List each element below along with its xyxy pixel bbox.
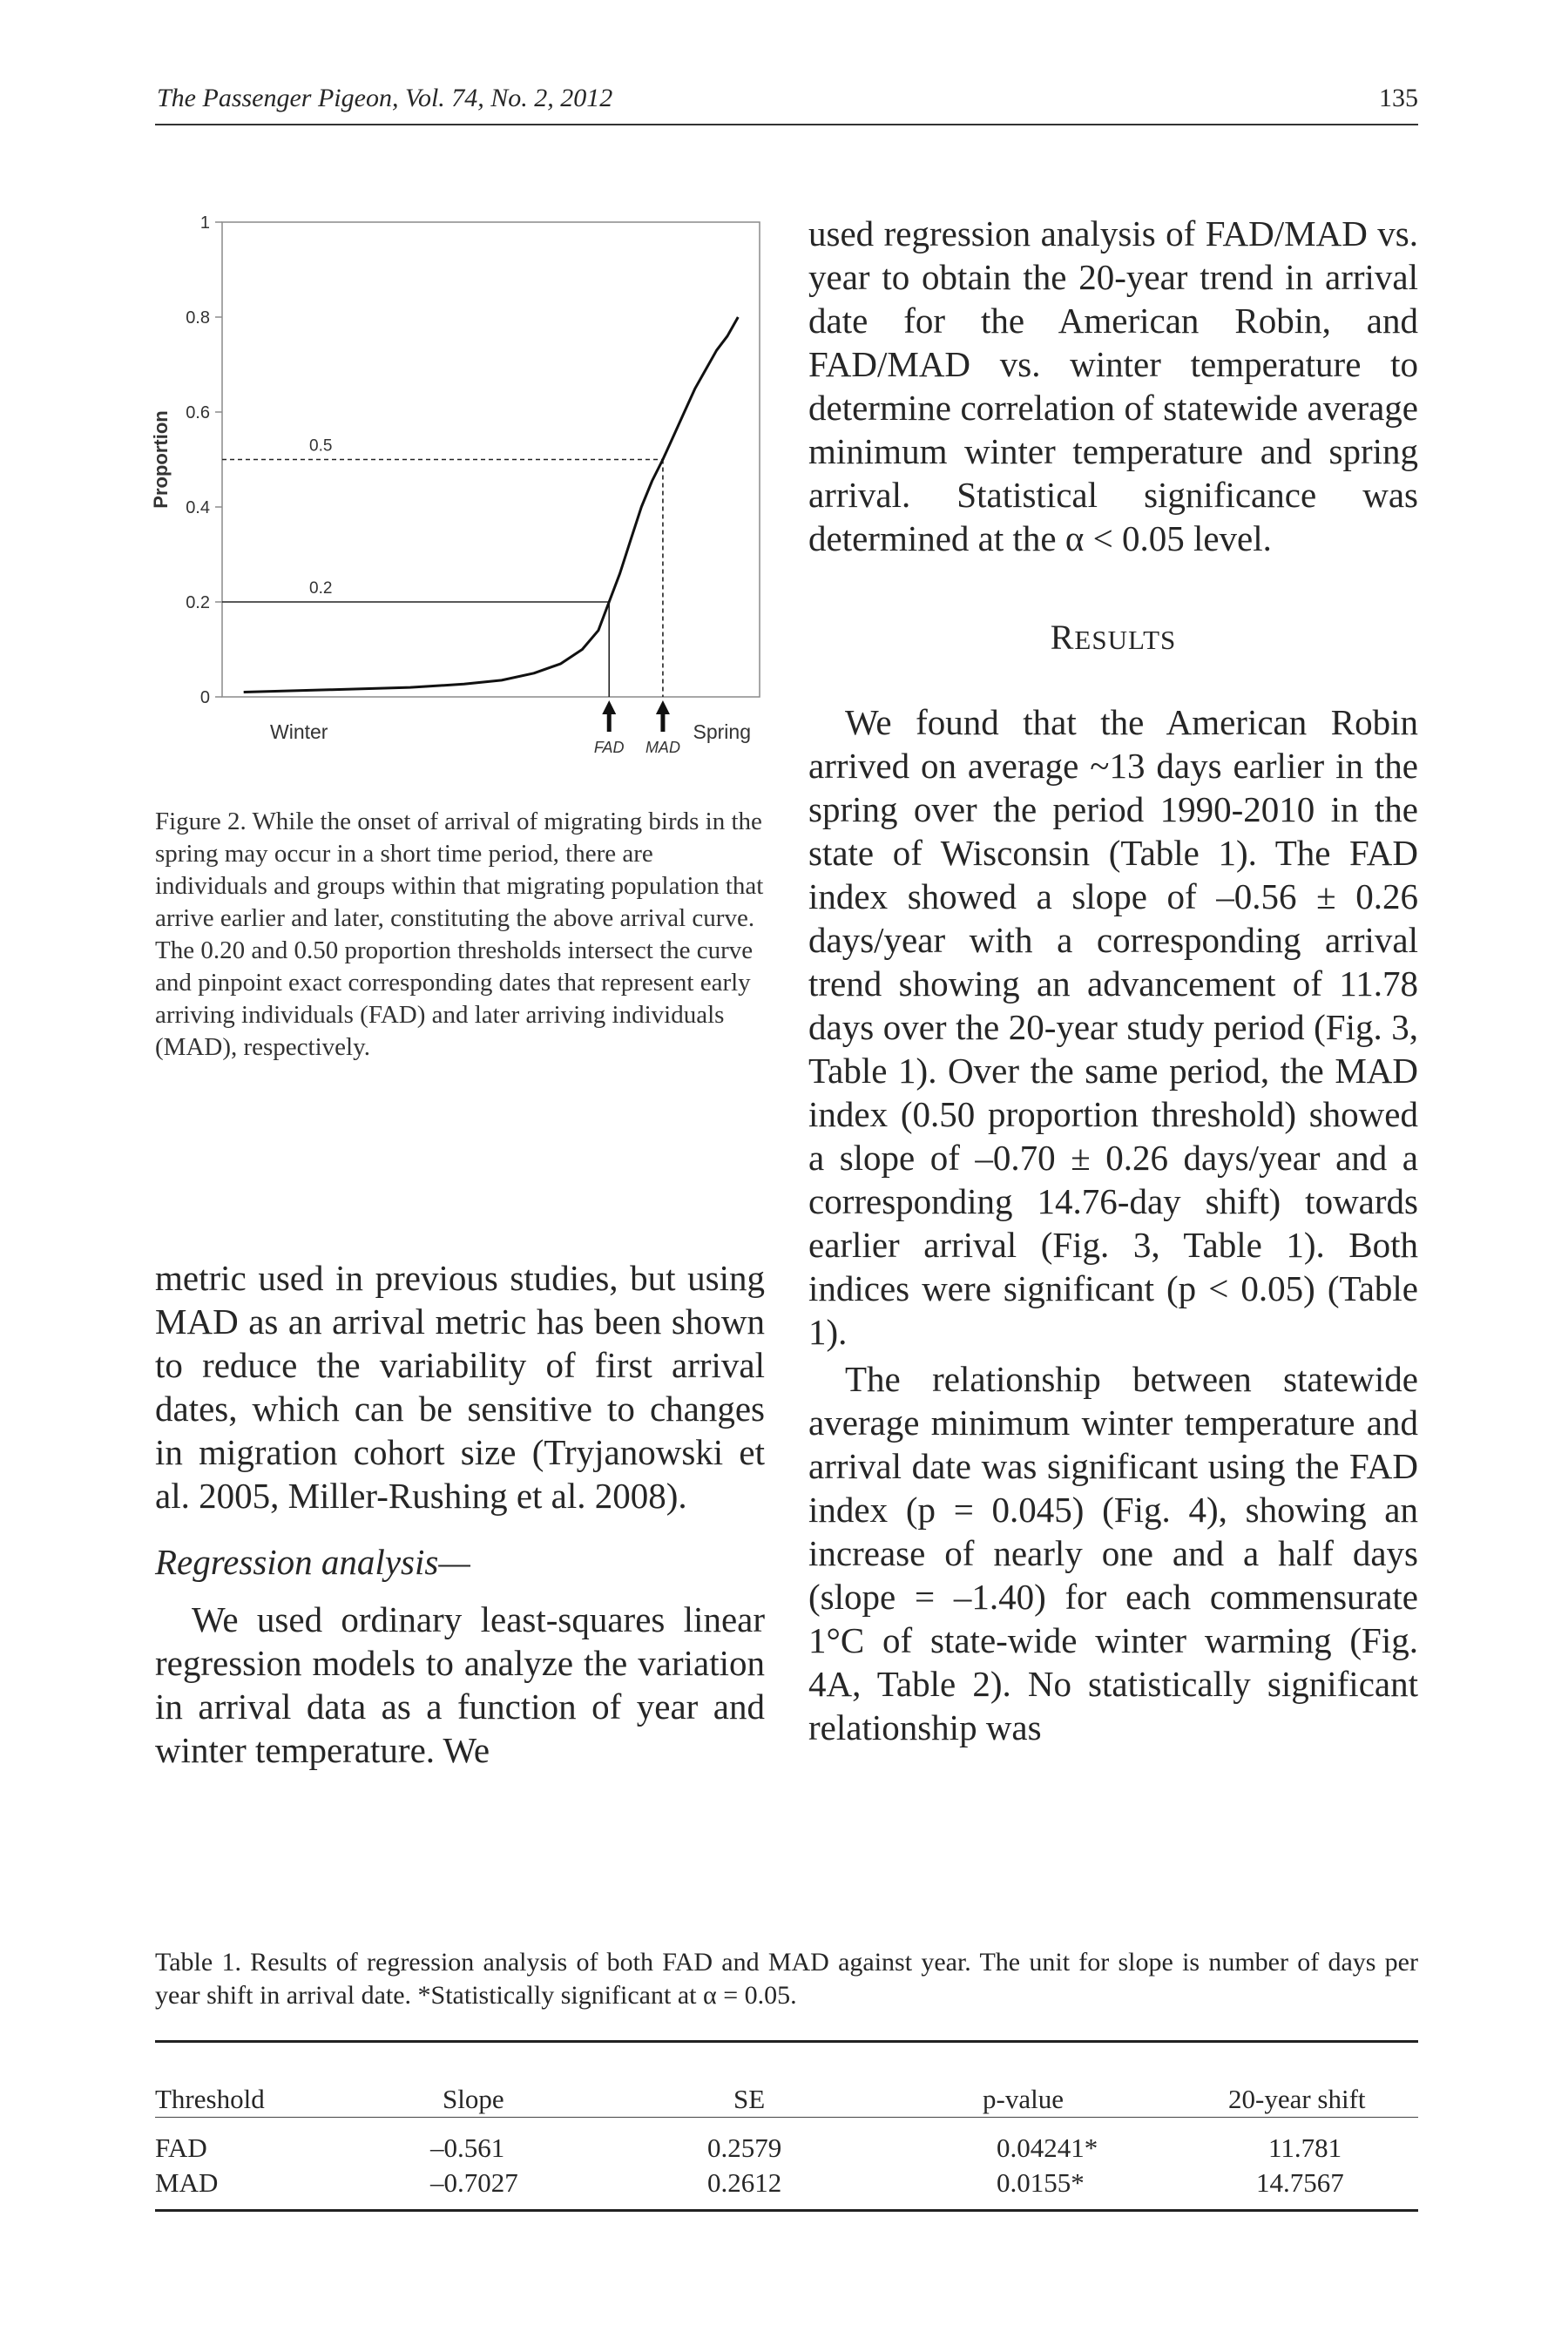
right-para-results-2: The relationship between statewide average minimum winter temperature and arrival date was significant using the FAD index (p = 0.045) (Fig. 4), showing an increase of nearly one and a half days (slope = –1.40) for each commensurate 1°C of state-wide winter warming (Fig. 4A, Table 2). No statistically significant relationship was	[808, 1359, 1418, 1747]
y-axis-label: Proportion	[150, 410, 172, 509]
arrival-curve-chart	[148, 209, 775, 775]
header-rule	[155, 124, 1418, 125]
table-header-rule	[155, 2117, 1418, 2118]
table-top-rule	[155, 2040, 1418, 2043]
x-label-winter: Winter	[270, 720, 328, 743]
y-tick-label: 0.8	[186, 308, 210, 328]
arrow-label-fad: FAD	[593, 739, 625, 756]
figure-caption	[155, 806, 765, 1064]
left-para-2: We used ordinary least-squares linear regression models to analyze the variation in arrival data as a function of year and winter temperature. We	[155, 1599, 765, 1770]
y-tick-label: 0.6	[186, 403, 210, 422]
arrow-label-mad: MAD	[645, 739, 680, 756]
cell-slope: –0.7027	[430, 2167, 518, 2198]
cell-threshold: FAD	[155, 2132, 207, 2163]
cell-slope: –0.561	[430, 2132, 505, 2163]
x-label-spring: Spring	[693, 720, 751, 743]
table-caption: Table 1. Results of regression analysis of both FAD and MAD against year. The unit for slope is number of days per year shift in arrival date. *Statistically significant at α = 0.05.	[155, 1948, 1418, 2010]
subhead-regression: Regression analysis—	[155, 1542, 470, 1582]
running-head: The Passenger Pigeon, Vol. 74, No. 2, 2012	[157, 84, 613, 112]
left-para-1: metric used in previous studies, but using MAD as an arrival metric has been shown to reduce the variability of first arrival dates, which can be sensitive to changes in migration cohort size (Tryjanowski et al. 2005, Miller-Rushing et al. 2008).	[155, 1258, 765, 1516]
th-20yr-shift: 20-year shift	[1228, 2084, 1366, 2114]
y-tick-label: 0.2	[186, 593, 210, 612]
cell-20yr-shift: 14.7567	[1256, 2167, 1344, 2198]
arrow-head-fad	[602, 700, 616, 714]
right-para-results-1: We found that the American Robin arrived on average ~13 days earlier in the spring over the period 1990-2010 in the state of Wisconsin (Table 1). The FAD index showed a slope of –0.56 ± 0.26 days/year with a corresponding arrival trend showing an advancement of 11.78 days over the 20-year study period (Fig. 3, Table 1). Over the same period, the MAD index (0.50 proportion threshold) showed a slope of –0.70 ± 0.26 days/year and a corresponding 14.76-day shift) towards earlier arrival (Fig. 3, Table 1). Both indices were significant (p < 0.05) (Table 1).	[808, 702, 1418, 1352]
th-p-value: p-value	[983, 2084, 1064, 2114]
left-column	[155, 1256, 765, 1772]
results-heading-cap: R	[1050, 618, 1075, 657]
y-tick-label: 0.4	[186, 498, 210, 517]
cell-se: 0.2579	[707, 2132, 782, 2163]
cell-20yr-shift: 11.781	[1268, 2132, 1342, 2163]
th-slope: Slope	[443, 2084, 504, 2114]
right-para-top: used regression analysis of FAD/MAD vs. year to obtain the 20-year trend in arrival date for the American Robin, and FAD/MAD vs. winter temperature to determine correlation of statewide average minimum winter temperature and spring arrival. Statistical significance was determined at the α < 0.05 level.	[808, 213, 1418, 558]
results-heading-rest: ESULTS	[1074, 625, 1177, 655]
results-heading	[808, 616, 1418, 662]
threshold-label: 0.2	[309, 579, 333, 598]
table-bottom-rule	[155, 2209, 1418, 2212]
th-threshold: Threshold	[155, 2084, 265, 2114]
cell-se: 0.2612	[707, 2167, 782, 2198]
threshold-label: 0.5	[309, 436, 333, 456]
page-number: 135	[1379, 84, 1418, 112]
cell-p-value: 0.04241*	[997, 2132, 1098, 2163]
cell-threshold: MAD	[155, 2167, 219, 2198]
y-tick-label: 0	[199, 688, 210, 707]
arrow-head-mad	[656, 700, 670, 714]
right-column	[808, 212, 1418, 1749]
th-se: SE	[733, 2084, 766, 2114]
y-tick-label: 1	[199, 213, 210, 233]
figure-caption-text: Figure 2. While the onset of arrival of migrating birds in the spring may occur in a short time period, there are individuals and groups within that migrating population that arrive earlier and later, constituting the above arrival curve. The 0.20 and 0.50 proportion thresholds intersect the curve and pinpoint exact corresponding dates that represent early arriving individuals (FAD) and later arriving individuals (MAD), respectively.	[155, 808, 764, 1061]
cell-p-value: 0.0155*	[997, 2167, 1085, 2198]
arrival-curve-line	[244, 317, 739, 693]
